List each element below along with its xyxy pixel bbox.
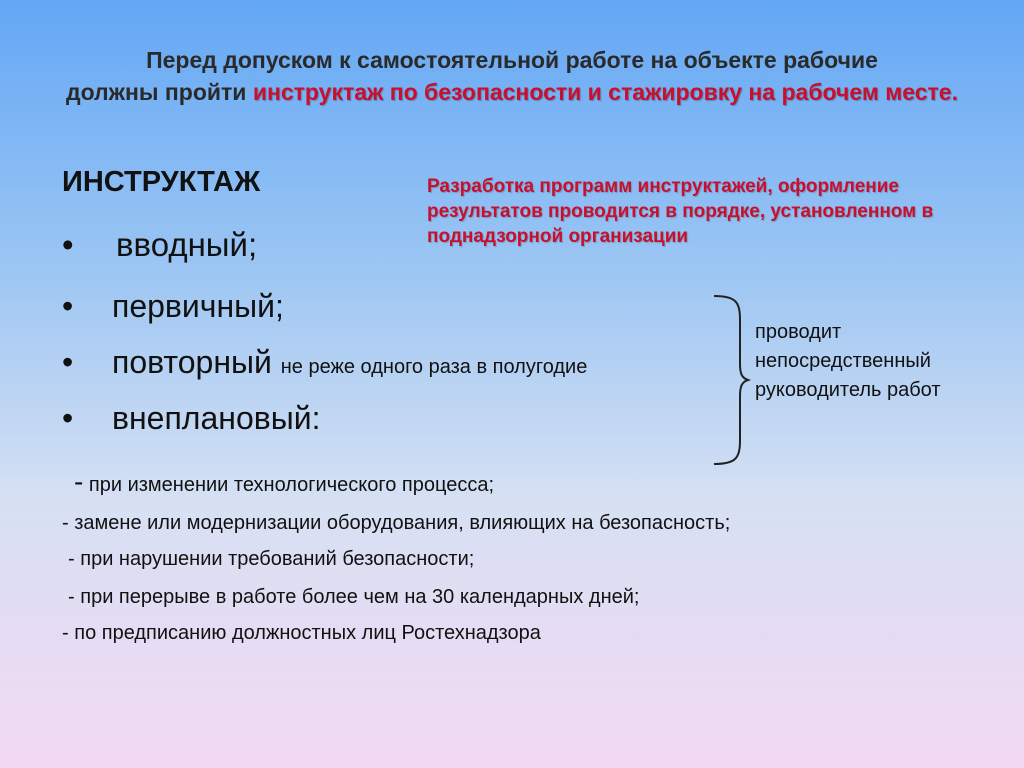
reason-text: при перерыве в работе более чем на 30 календарных дней; xyxy=(80,586,640,608)
reason-dash: - xyxy=(68,548,75,570)
slide-title xyxy=(30,44,994,108)
reason-dash: - xyxy=(68,586,75,608)
reason-item xyxy=(62,512,730,535)
title-line-1: Перед допуском к самостоятельной работе на объекте рабочие xyxy=(146,47,878,73)
reason-dash: - xyxy=(62,622,69,644)
reason-text: при нарушении требований безопасности; xyxy=(80,548,475,570)
reason-item xyxy=(62,622,541,645)
bullet-item-introductory xyxy=(62,226,257,264)
bullet-item-repeated xyxy=(62,344,587,381)
bullet-item-primary xyxy=(62,288,284,325)
bullet-dot: • xyxy=(62,288,74,324)
bullet-dot: • xyxy=(62,400,74,436)
bullet-label: повторный xyxy=(112,344,272,380)
side-note-line: проводит xyxy=(755,321,842,343)
reason-item xyxy=(68,586,639,609)
section-heading: ИНСТРУКТАЖ xyxy=(62,166,261,198)
bullet-dot: • xyxy=(62,344,74,380)
bullet-dot: • xyxy=(62,226,74,263)
side-note-line: непосредственный xyxy=(755,350,931,372)
side-note-line: руководитель работ xyxy=(755,379,941,401)
reason-dash: - xyxy=(74,466,84,497)
reason-text: по предписанию должностных лиц Ростехнадзора xyxy=(74,622,541,644)
title-line-2-prefix: должны пройти xyxy=(65,79,247,105)
side-note xyxy=(755,318,941,405)
reason-text: при изменении технологического процесса; xyxy=(88,474,495,496)
bullet-label: внеплановый: xyxy=(112,400,321,436)
reason-dash: - xyxy=(62,512,69,534)
bullet-item-unscheduled xyxy=(62,400,321,437)
reason-item xyxy=(68,548,474,571)
bullet-label: первичный; xyxy=(112,288,284,324)
bullet-note: не реже одного раза в полугодие xyxy=(280,356,588,378)
program-development-note: Разработка программ инструктажей, оформление результатов проводится в порядке, установленном в поднадзорной организации xyxy=(427,176,934,247)
reason-text: замене или модернизации оборудования, влияющих на безопасность; xyxy=(74,512,731,534)
title-highlight: инструктаж по безопасности и стажировку на рабочем месте. xyxy=(252,79,958,105)
curly-brace-icon xyxy=(712,294,752,466)
bullet-label: вводный; xyxy=(116,226,258,263)
reason-item xyxy=(74,466,494,498)
